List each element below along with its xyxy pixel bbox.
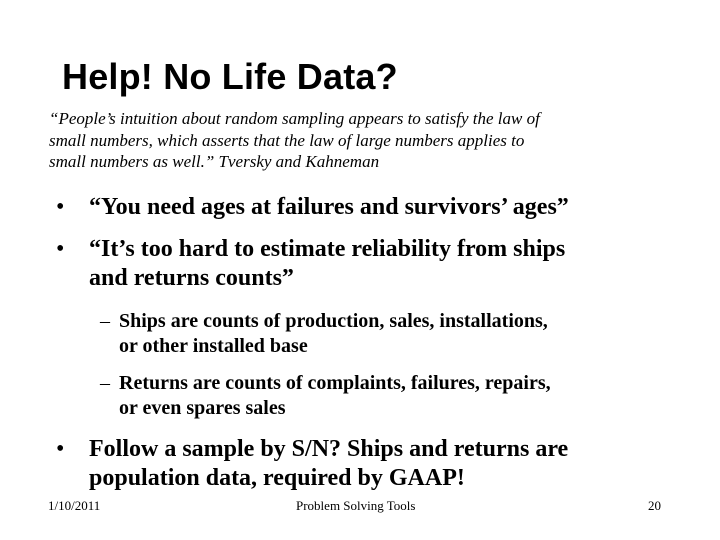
bullet-item <box>52 435 692 493</box>
bullet-text: and returns counts” <box>89 265 294 291</box>
dash-icon: – <box>100 372 110 394</box>
sub-bullet-text: or other installed base <box>119 335 308 357</box>
footer-page-number: 20 <box>648 498 661 513</box>
footer-date: 1/10/2011 <box>48 498 101 513</box>
bullet-text: “It’s too hard to estimate reliability from ships <box>89 236 566 262</box>
sub-bullet-text: Returns are counts of complaints, failures, repairs, <box>119 372 551 394</box>
quote-block <box>49 108 689 173</box>
bullet-text: Follow a sample by S/N? Ships and returns are <box>89 436 569 462</box>
quote-line: “People’s intuition about random sampling appears to satisfy the law of <box>49 109 540 128</box>
bullet-item <box>52 235 692 293</box>
sub-bullet-item <box>100 309 690 359</box>
bullet-icon: • <box>56 436 65 462</box>
footer-title: Problem Solving Tools <box>296 498 416 513</box>
slide-title: Help! No Life Data? <box>62 56 398 97</box>
quote-line: small numbers, which asserts that the law of large numbers applies to <box>49 130 525 150</box>
dash-icon: – <box>100 310 110 332</box>
bullet-item <box>52 193 692 222</box>
bullet-text: “You need ages at failures and survivors’ ages” <box>89 194 569 220</box>
quote-line: small numbers as well.” Tversky and Kahneman <box>49 152 380 171</box>
bullet-icon: • <box>56 236 65 262</box>
sub-bullet-text: Ships are counts of production, sales, installations, <box>119 310 548 332</box>
bullet-icon: • <box>56 194 65 220</box>
sub-bullet-item <box>100 371 690 421</box>
bullet-text: population data, required by GAAP! <box>89 465 465 491</box>
sub-bullet-text: or even spares sales <box>119 397 286 419</box>
